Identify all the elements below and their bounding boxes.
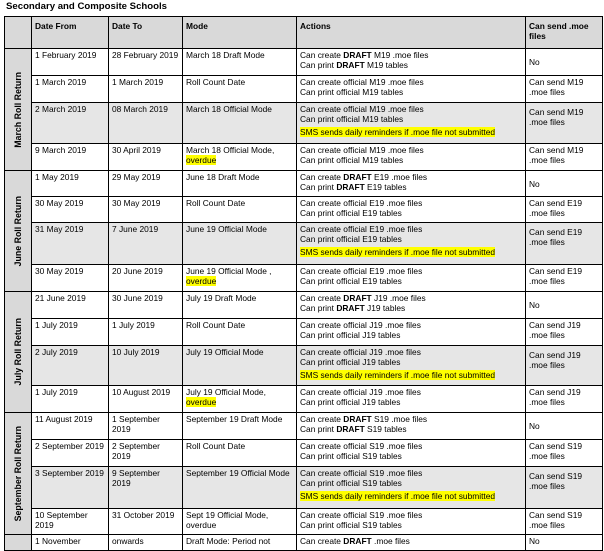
- action-text: Can create official M19 .moe files: [300, 104, 424, 114]
- sms-reminder-text: SMS sends daily reminders if .moe file not submitted: [300, 370, 496, 380]
- action-line: [300, 320, 522, 330]
- date-from-cell: 2 March 2019: [32, 103, 109, 144]
- can-send-cell: Can send S19 .moe files: [526, 509, 603, 535]
- group-label-cell: [5, 413, 32, 535]
- action-line: [300, 276, 522, 286]
- mode-text: Roll Count Date: [186, 441, 246, 451]
- mode-text: July 19 Draft Mode: [186, 293, 257, 303]
- action-bold-text: DRAFT: [336, 60, 365, 70]
- header-can-send: Can send .moe files: [526, 17, 603, 49]
- action-text: Can create official S19 .moe files: [300, 468, 423, 478]
- mode-cell: [183, 509, 297, 535]
- action-text: J19 tables: [364, 303, 406, 313]
- date-from-cell: 3 September 2019: [32, 467, 109, 509]
- date-to-cell: 10 August 2019: [109, 386, 183, 413]
- mode-cell: [183, 413, 297, 440]
- action-text: Can create official S19 .moe files: [300, 441, 423, 451]
- action-text: M19 .moe files: [371, 50, 429, 60]
- action-line: [300, 347, 522, 357]
- date-from-cell: 31 May 2019: [32, 223, 109, 265]
- mode-text: Roll Count Date: [186, 320, 246, 330]
- action-text: S19 tables: [364, 424, 407, 434]
- actions-cell: [297, 76, 526, 103]
- actions-cell: [297, 103, 526, 144]
- action-line: [300, 266, 522, 276]
- date-to-cell: 1 September 2019: [109, 413, 183, 440]
- date-from-cell: 30 May 2019: [32, 265, 109, 292]
- can-send-cell: Can send S19 .moe files: [526, 467, 603, 509]
- action-text: M19 tables: [364, 60, 408, 70]
- date-from-cell: 21 June 2019: [32, 292, 109, 319]
- header-row: [5, 17, 603, 49]
- mode-cell: [183, 197, 297, 223]
- overdue-highlight: overdue: [186, 397, 217, 407]
- date-to-cell: 2 September 2019: [109, 440, 183, 467]
- table-row: [5, 76, 603, 103]
- can-send-cell: Can send J19 .moe files: [526, 346, 603, 386]
- can-send-cell: No: [526, 413, 603, 440]
- mode-cell: [183, 223, 297, 265]
- sms-reminder: [300, 370, 522, 380]
- mode-cell: [183, 76, 297, 103]
- header-actions: Actions: [297, 17, 526, 49]
- mode-text: March 18 Official Mode,: [186, 145, 275, 155]
- mode-text: March 18 Official Mode: [186, 104, 272, 114]
- table-row: [5, 467, 603, 509]
- date-from-cell: 1 March 2019: [32, 76, 109, 103]
- actions-cell: [297, 509, 526, 535]
- action-text: Can create official E19 .moe files: [300, 198, 423, 208]
- date-from-cell: 10 September 2019: [32, 509, 109, 535]
- mode-text: July 19 Official Mode,: [186, 387, 266, 397]
- actions-cell: [297, 292, 526, 319]
- mode-text: June 19 Official Mode ,: [186, 266, 272, 276]
- action-line: [300, 50, 522, 60]
- action-line: [300, 60, 522, 70]
- sms-reminder-text: SMS sends daily reminders if .moe file not submitted: [300, 127, 496, 137]
- action-text: Can create official E19 .moe files: [300, 224, 423, 234]
- action-line: [300, 234, 522, 244]
- action-line: [300, 303, 522, 313]
- action-text: Can print official S19 tables: [300, 451, 402, 461]
- action-line: [300, 224, 522, 234]
- table-row: [5, 346, 603, 386]
- mode-cell: [183, 171, 297, 197]
- action-text: J19 .moe files: [371, 293, 426, 303]
- table-row: [5, 509, 603, 535]
- can-send-cell: Can send J19 .moe files: [526, 386, 603, 413]
- mode-text: July 19 Official Mode: [186, 347, 264, 357]
- action-text: Can create: [300, 414, 344, 424]
- action-text: Can create official S19 .moe files: [300, 510, 423, 520]
- action-text: Can print official E19 tables: [300, 208, 402, 218]
- overdue-highlight: overdue: [186, 276, 217, 286]
- actions-cell: [297, 265, 526, 292]
- action-text: Can print official M19 tables: [300, 114, 404, 124]
- table-row: [5, 171, 603, 197]
- actions-cell: [297, 197, 526, 223]
- date-from-cell: 1 February 2019: [32, 49, 109, 76]
- action-line: [300, 172, 522, 182]
- actions-cell: [297, 49, 526, 76]
- action-line: [300, 182, 522, 192]
- action-line: [300, 387, 522, 397]
- action-text: Can print official S19 tables: [300, 520, 402, 530]
- mode-text: June 18 Draft Mode: [186, 172, 260, 182]
- schedule-table: [4, 16, 603, 551]
- action-bold-text: DRAFT: [343, 414, 372, 424]
- can-send-cell: Can send M19 .moe files: [526, 76, 603, 103]
- action-text: Can create official J19 .moe files: [300, 387, 421, 397]
- date-from-cell: 1 November: [32, 535, 109, 551]
- table-row: [5, 265, 603, 292]
- mode-cell: [183, 440, 297, 467]
- mode-text: Sept 19 Official Mode, overdue: [186, 510, 269, 530]
- action-text: Can print official J19 tables: [300, 330, 401, 340]
- table-row: [5, 197, 603, 223]
- action-line: [300, 536, 522, 546]
- action-bold-text: DRAFT: [343, 172, 372, 182]
- date-to-cell: 1 July 2019: [109, 319, 183, 346]
- actions-cell: [297, 144, 526, 171]
- mode-cell: [183, 265, 297, 292]
- action-text: Can create official M19 .moe files: [300, 145, 424, 155]
- action-text: Can create: [300, 172, 344, 182]
- action-line: [300, 441, 522, 451]
- date-from-cell: 2 July 2019: [32, 346, 109, 386]
- actions-cell: [297, 413, 526, 440]
- date-to-cell: 29 May 2019: [109, 171, 183, 197]
- date-from-cell: 9 March 2019: [32, 144, 109, 171]
- group-label: June Roll Return: [13, 195, 23, 267]
- date-to-cell: 30 May 2019: [109, 197, 183, 223]
- mode-cell: [183, 467, 297, 509]
- can-send-cell: No: [526, 49, 603, 76]
- action-text: E19 .moe files: [371, 172, 428, 182]
- can-send-cell: Can send M19 .moe files: [526, 103, 603, 144]
- date-from-cell: 1 July 2019: [32, 386, 109, 413]
- actions-cell: [297, 467, 526, 509]
- actions-cell: [297, 223, 526, 265]
- can-send-cell: Can send M19 .moe files: [526, 144, 603, 171]
- table-row: [5, 144, 603, 171]
- action-text: Can print official E19 tables: [300, 276, 402, 286]
- can-send-cell: Can send E19 .moe files: [526, 223, 603, 265]
- date-from-cell: 2 September 2019: [32, 440, 109, 467]
- action-line: [300, 357, 522, 367]
- action-line: [300, 293, 522, 303]
- action-text: Can create: [300, 536, 344, 546]
- table-row: [5, 319, 603, 346]
- action-text: Can create official J19 .moe files: [300, 347, 421, 357]
- actions-cell: [297, 319, 526, 346]
- can-send-cell: Can send E19 .moe files: [526, 197, 603, 223]
- action-line: [300, 114, 522, 124]
- can-send-cell: No: [526, 292, 603, 319]
- action-text: Can print: [300, 182, 337, 192]
- date-to-cell: 31 October 2019: [109, 509, 183, 535]
- action-text: Can print: [300, 424, 337, 434]
- mode-text: March 18 Draft Mode: [186, 50, 265, 60]
- header-blank: [5, 17, 32, 49]
- action-bold-text: DRAFT: [336, 424, 365, 434]
- mode-text: September 19 Draft Mode: [186, 414, 283, 424]
- date-to-cell: 7 June 2019: [109, 223, 183, 265]
- action-text: Can create: [300, 50, 344, 60]
- group-label: July Roll Return: [13, 318, 23, 386]
- actions-cell: [297, 171, 526, 197]
- actions-cell: [297, 440, 526, 467]
- action-text: Can create official M19 .moe files: [300, 77, 424, 87]
- mode-cell: Draft Mode: Period not: [183, 535, 297, 551]
- can-send-cell: Can send S19 .moe files: [526, 440, 603, 467]
- mode-text: September 19 Official Mode: [186, 468, 290, 478]
- action-text: .moe files: [371, 536, 410, 546]
- sms-reminder: [300, 127, 522, 137]
- can-send-cell: No: [526, 171, 603, 197]
- action-text: E19 tables: [364, 182, 407, 192]
- date-from-cell: 30 May 2019: [32, 197, 109, 223]
- group-label: March Roll Return: [13, 71, 23, 148]
- mode-cell: [183, 319, 297, 346]
- action-line: [300, 198, 522, 208]
- date-to-cell: 10 July 2019: [109, 346, 183, 386]
- mode-cell: [183, 49, 297, 76]
- actions-cell: [297, 346, 526, 386]
- mode-cell: [183, 386, 297, 413]
- header-mode: Mode: [183, 17, 297, 49]
- mode-cell: [183, 103, 297, 144]
- action-text: Can create official E19 .moe files: [300, 266, 423, 276]
- date-to-cell: 9 September 2019: [109, 467, 183, 509]
- action-text: Can print: [300, 60, 337, 70]
- sms-reminder-text: SMS sends daily reminders if .moe file not submitted: [300, 491, 496, 501]
- actions-cell: [297, 535, 526, 551]
- date-to-cell: 30 April 2019: [109, 144, 183, 171]
- table-row: [5, 103, 603, 144]
- can-send-cell: Can send E19 .moe files: [526, 265, 603, 292]
- action-line: [300, 145, 522, 155]
- overdue-highlight: overdue: [186, 155, 217, 165]
- table-row: [5, 292, 603, 319]
- action-line: [300, 155, 522, 165]
- table-row-last: [5, 535, 603, 551]
- action-bold-text: DRAFT: [336, 182, 365, 192]
- action-line: [300, 468, 522, 478]
- action-line: [300, 520, 522, 530]
- date-from-cell: 1 May 2019: [32, 171, 109, 197]
- action-bold-text: DRAFT: [336, 303, 365, 313]
- action-text: Can print official M19 tables: [300, 155, 404, 165]
- date-to-cell: 08 March 2019: [109, 103, 183, 144]
- table-row: [5, 440, 603, 467]
- date-from-cell: 1 July 2019: [32, 319, 109, 346]
- mode-text: Roll Count Date: [186, 77, 246, 87]
- action-text: S19 .moe files: [371, 414, 428, 424]
- action-text: Can print official M19 tables: [300, 87, 404, 97]
- mode-cell: [183, 144, 297, 171]
- action-line: [300, 510, 522, 520]
- actions-cell: [297, 386, 526, 413]
- action-text: Can print: [300, 303, 337, 313]
- mode-cell: [183, 346, 297, 386]
- action-text: Can create: [300, 293, 344, 303]
- header-date-from: Date From: [32, 17, 109, 49]
- action-line: [300, 87, 522, 97]
- group-label-cell: [5, 292, 32, 413]
- sms-reminder-text: SMS sends daily reminders if .moe file not submitted: [300, 247, 496, 257]
- action-text: Can print official J19 tables: [300, 397, 401, 407]
- group-label: September Roll Return: [13, 425, 23, 522]
- header-date-to: Date To: [109, 17, 183, 49]
- action-bold-text: DRAFT: [343, 50, 372, 60]
- action-text: Can print official E19 tables: [300, 234, 402, 244]
- mode-cell: [183, 292, 297, 319]
- action-line: [300, 478, 522, 488]
- group-label-cell: [5, 171, 32, 292]
- action-line: [300, 397, 522, 407]
- date-to-cell: 1 March 2019: [109, 76, 183, 103]
- mode-text: Roll Count Date: [186, 198, 246, 208]
- date-to-cell: 28 February 2019: [109, 49, 183, 76]
- action-bold-text: DRAFT: [343, 536, 372, 546]
- action-line: [300, 424, 522, 434]
- table-row: [5, 49, 603, 76]
- date-to-cell: onwards: [109, 535, 183, 551]
- group-label-cell: [5, 49, 32, 171]
- action-line: [300, 77, 522, 87]
- page-title: Secondary and Composite Schools: [6, 1, 167, 12]
- action-line: [300, 414, 522, 424]
- mode-text: June 19 Official Mode: [186, 224, 267, 234]
- table-row: [5, 386, 603, 413]
- action-text: Can print official S19 tables: [300, 478, 402, 488]
- action-text: Can create official J19 .moe files: [300, 320, 421, 330]
- action-text: Can print official J19 tables: [300, 357, 401, 367]
- can-send-cell: Can send J19 .moe files: [526, 319, 603, 346]
- action-line: [300, 208, 522, 218]
- sms-reminder: [300, 247, 522, 257]
- date-to-cell: 20 June 2019: [109, 265, 183, 292]
- action-line: [300, 451, 522, 461]
- group-label-cell-empty: [5, 535, 32, 551]
- action-bold-text: DRAFT: [343, 293, 372, 303]
- table-row: [5, 413, 603, 440]
- action-line: [300, 330, 522, 340]
- action-line: [300, 104, 522, 114]
- sms-reminder: [300, 491, 522, 501]
- date-from-cell: 11 August 2019: [32, 413, 109, 440]
- date-to-cell: 30 June 2019: [109, 292, 183, 319]
- can-send-cell: No: [526, 535, 603, 551]
- table-row: [5, 223, 603, 265]
